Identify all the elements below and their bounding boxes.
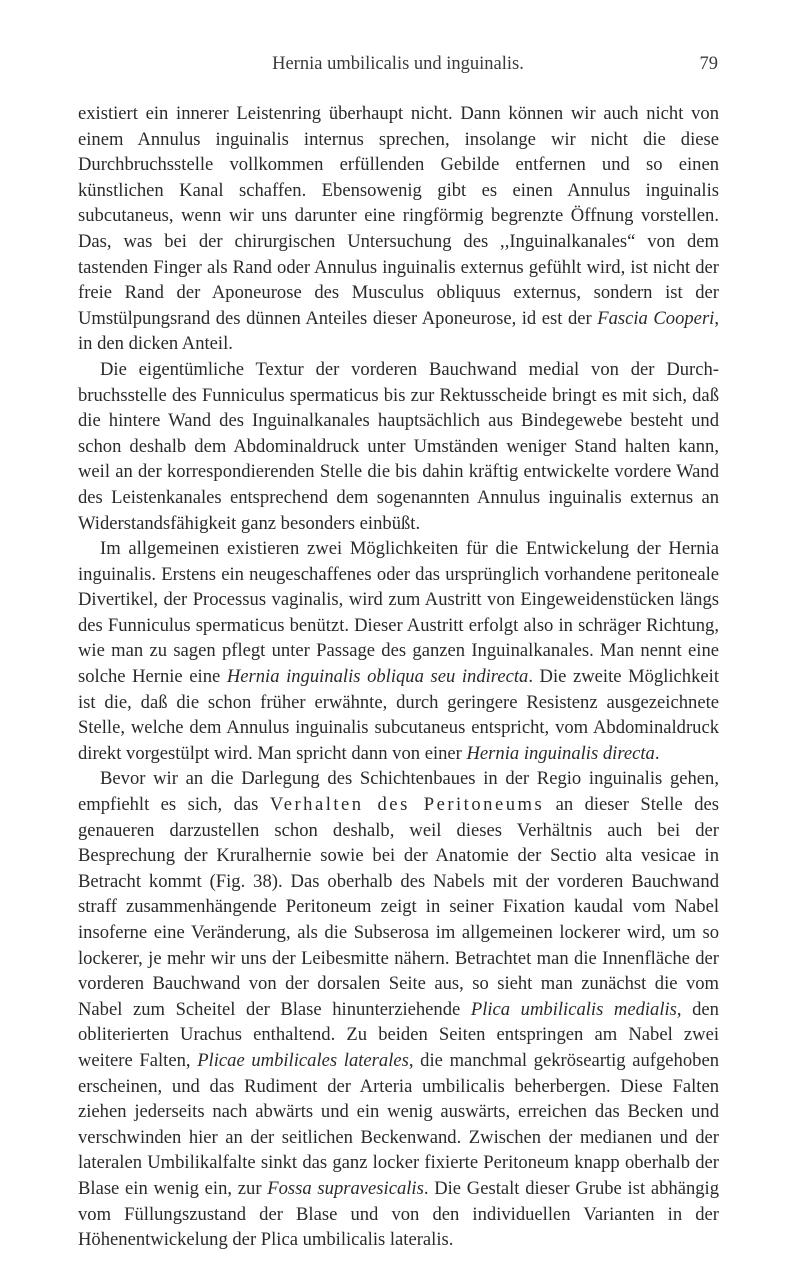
page-number: 79	[699, 54, 718, 74]
paragraph-3-text-3: .	[654, 742, 660, 764]
paragraph-4-italic-term-1: Plica umbilicalis medialis	[470, 998, 677, 1020]
paragraph-4	[78, 766, 719, 1252]
paragraph-3-italic-term-2: Hernia inguinalis directa	[466, 742, 655, 764]
paragraph-1	[78, 101, 719, 357]
paragraph-3-text-1: Im allgemeinen existieren zwei Möglichkeiten für die Entwickelung der Hernia inguinalis. Erstens ein neugeschaffenes oder das ursprünglich vorhandene peritoneale Divertikel, der Processus vaginalis, wird zum Austritt von Eingeweidenstücken längs des Funniculus spermaticus benützt. Dieser Austritt erfolgt also in schräger Richtung, wie man zu sagen pflegt unter Passage des ganzen Inguinalkanales. Man nennt eine solche Hernie eine	[78, 538, 719, 688]
paragraph-1-text-1: existiert ein innerer Leistenring überhaupt nicht. Dann können wir auch nicht von einem Annulus inguinalis internus sprechen, insolange wir nicht die diese Durchbruchsstelle vollkommen erfüllenden Gebilde entfernen und so einen künstlichen Kanal schaffen. Ebensowenig gibt es einen Annulus inguinalis subcutaneus, wenn wir uns darunter eine ringförmig begrenzte Öffnung vorstellen. Das, was bei der chirurgischen Untersuchung des ,,Inguinalkanales“ von dem tastenden Finger als Rand oder Annulus inguinalis externus gefühlt wird, ist nicht der freie Rand der Aponeurose des Musculus obliquus externus, sondern ist der Umstülpungsrand des dünnen Anteiles dieser Aponeurose, id est der	[78, 103, 719, 329]
paragraph-4-text-4: , die manchmal gekröseartig aufgehoben erscheinen, und das Rudiment der Arteria umbilicalis beherbergen. Diese Falten ziehen jederseits nach abwärts und ein wenig auswärts, erreichen das Becken und verschwinden hier an der seitlichen Beckenwand. Zwischen der medianen und der lateralen Umbilikalfalte sinkt das ganz locker fixierte Peritoneum knapp oberhalb der Blase ein wenig ein, zur	[78, 1049, 719, 1199]
paragraph-4-italic-term-2: Plicae umbilicales laterales	[197, 1049, 409, 1071]
running-title: Hernia umbilicalis und inguinalis.	[272, 54, 524, 74]
paragraph-4-text-2: an dieser Stelle des genaueren darzustellen schon deshalb, weil dieses Verhältnis auch bei der Besprechung der Kruralhernie sowie bei der Anatomie der Sectio alta vesicae in Betracht kommt (Fig. 38). Das oberhalb des Nabels mit der vorderen Bauchwand straff zusammenhängende Peritoneum zeigt in seiner Fixation kaudal vom Nabel insoferne eine Veränderung, als die Subserosa im allgemeinen lockerer wird, um so lockerer, je mehr wir uns der Leibesmitte nähern. Betrachtet man die Innenfläche der vorderen Bauchwand von der dorsalen Seite aus, so sieht man zunächst die vom Nabel zum Scheitel der Blase hinunterziehende	[78, 794, 719, 1020]
paragraph-4-italic-term-3: Fossa supravesicalis	[267, 1177, 424, 1199]
paragraph-3-text-2: . Die zweite Möglichkeit ist die, daß die schon früher erwähnte, durch geringere Resistenz ausgezeichnete Stelle, welche dem Annulus inguinalis subcutaneus entspricht, vom Abdominaldruck direkt vorgestülpt wird. Man spricht dann von einer	[78, 666, 719, 764]
paragraph-1-italic-term-1: Fascia Cooperi	[597, 307, 715, 329]
paragraph-2-text-1: Die eigentümliche Textur der vorderen Bauchwand medial von der Durchbruchsstelle des Funniculus spermaticus bis zur Rektusscheide bringt es mit sich, daß die hintere Wand des Inguinalkanales hauptsächlich aus Bindegewebe besteht und schon deshalb dem Abdominaldruck unter Umständen weniger Stand halten kann, weil an der korrespondierenden Stelle die bis dahin kräftig entwickelte vordere Wand des Leistenkanales entsprechend dem sogenannten Annulus inguinalis externus an Widerstandsfähigkeit ganz besonders einbüßt.	[78, 358, 719, 534]
paragraph-4-spaced-term: Verhalten des Peritoneums	[269, 794, 545, 816]
paragraph-4-text-1: Bevor wir an die Darlegung des Schichtenbaues in der Regio inguinalis gehen, empfiehlt es sich, das	[78, 768, 719, 816]
paragraph-1-text-2: , in den dicken Anteil.	[78, 307, 719, 355]
paragraph-3	[78, 536, 719, 766]
paragraph-2	[78, 357, 719, 536]
paragraph-4-text-3: , den obliterierten Urachus enthaltend. Zu beiden Seiten entspringen am Nabel zwei weitere Falten,	[78, 998, 719, 1071]
paragraph-4-text-5: . Die Gestalt dieser Grube ist abhängig vom Füllungszustand der Blase und von den individuellen Varianten in der Höhenentwickelung der Plica umbilicalis lateralis.	[78, 1177, 719, 1251]
paragraph-3-italic-term-1: Hernia inguinalis obliqua seu indirecta	[226, 666, 529, 688]
running-header	[78, 54, 718, 84]
body-text	[78, 101, 719, 1253]
